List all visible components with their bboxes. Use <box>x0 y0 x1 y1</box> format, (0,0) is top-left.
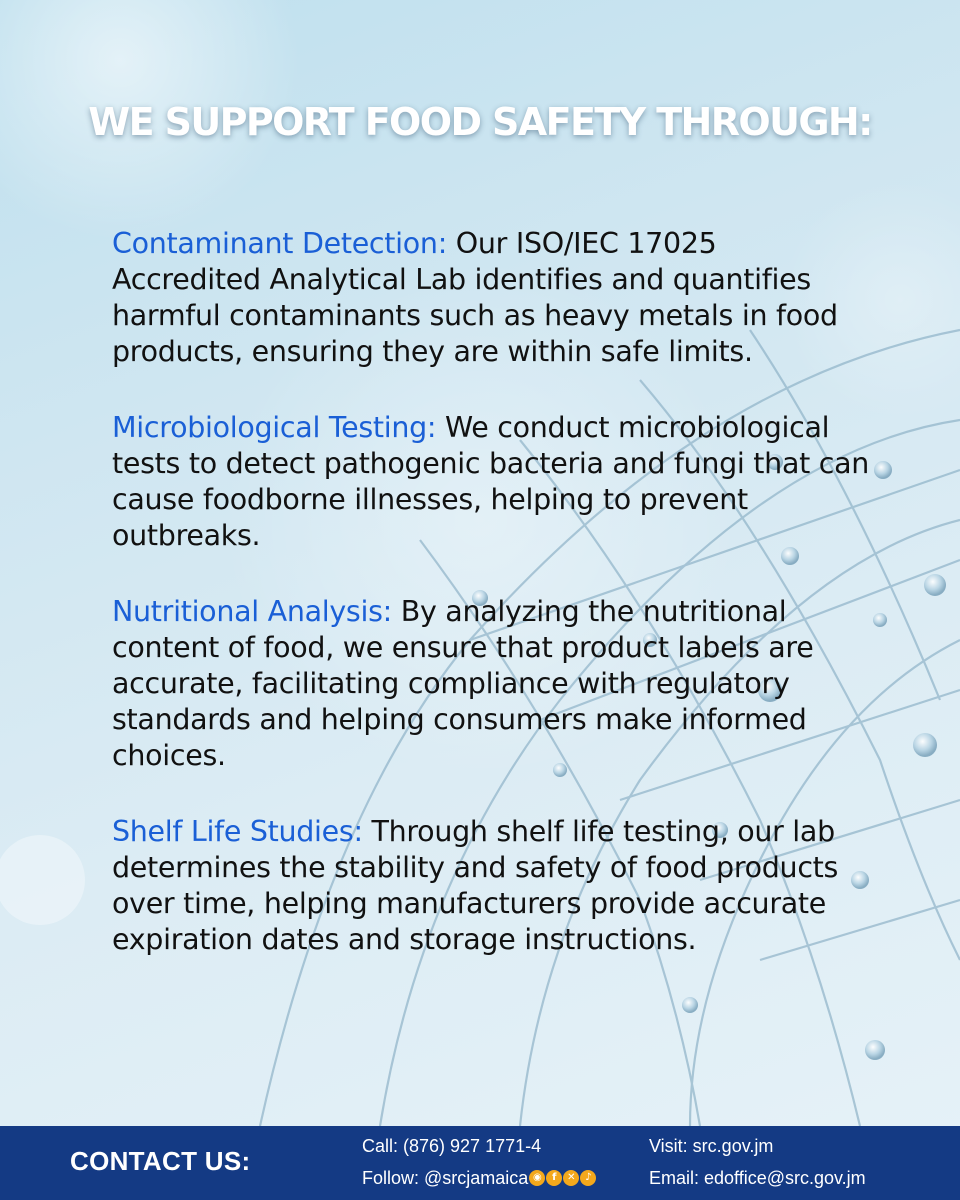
social-handle <box>362 1168 597 1190</box>
service-title: Microbiological Testing: <box>112 411 437 444</box>
social-icons <box>529 1169 597 1190</box>
service-description: Through shelf life testing, our lab determines the stability and safety of food products over time, helping manufacturers provide accurate expiration dates and storage instructions. <box>112 815 839 956</box>
service-description: By analyzing the nutritional content of food, we ensure that product labels are accurate, facilitating compliance with regulatory standards and helping consumers make informed choices. <box>112 595 814 772</box>
service-description: We conduct microbiological tests to detect pathogenic bacteria and fungi that can cause foodborne illnesses, helping to prevent outbreaks. <box>112 411 870 552</box>
service-description: Our ISO/IEC 17025 Accredited Analytical Lab identifies and quantifies harmful contaminants such as heavy metals in food products, ensuring they are within safe limits. <box>112 227 838 368</box>
social-handle-text[interactable]: Follow: @srcjamaica <box>362 1168 529 1188</box>
service-item-shelf-life-studies <box>112 814 872 958</box>
x-icon[interactable]: ✕ <box>563 1170 579 1186</box>
headline: WE SUPPORT FOOD SAFETY THROUGH: <box>88 100 872 144</box>
service-item-contaminant-detection <box>112 226 872 370</box>
service-title: Shelf Life Studies: <box>112 815 363 848</box>
service-item-nutritional-analysis <box>112 594 872 774</box>
website-link[interactable]: Visit: src.gov.jm <box>649 1136 774 1156</box>
service-title: Contaminant Detection: <box>112 227 447 260</box>
service-list <box>112 226 872 958</box>
phone-number[interactable]: Call: (876) 927 1771-4 <box>362 1136 542 1156</box>
tiktok-icon[interactable]: ♪ <box>580 1170 596 1186</box>
service-title: Nutritional Analysis: <box>112 595 392 628</box>
facebook-icon[interactable]: f <box>546 1170 562 1186</box>
contact-footer <box>0 1126 960 1200</box>
instagram-icon[interactable]: ◉ <box>529 1170 545 1186</box>
service-item-microbiological-testing <box>112 410 872 554</box>
email-link[interactable]: Email: edoffice@src.gov.jm <box>649 1168 866 1188</box>
contact-label: CONTACT US: <box>70 1146 251 1176</box>
